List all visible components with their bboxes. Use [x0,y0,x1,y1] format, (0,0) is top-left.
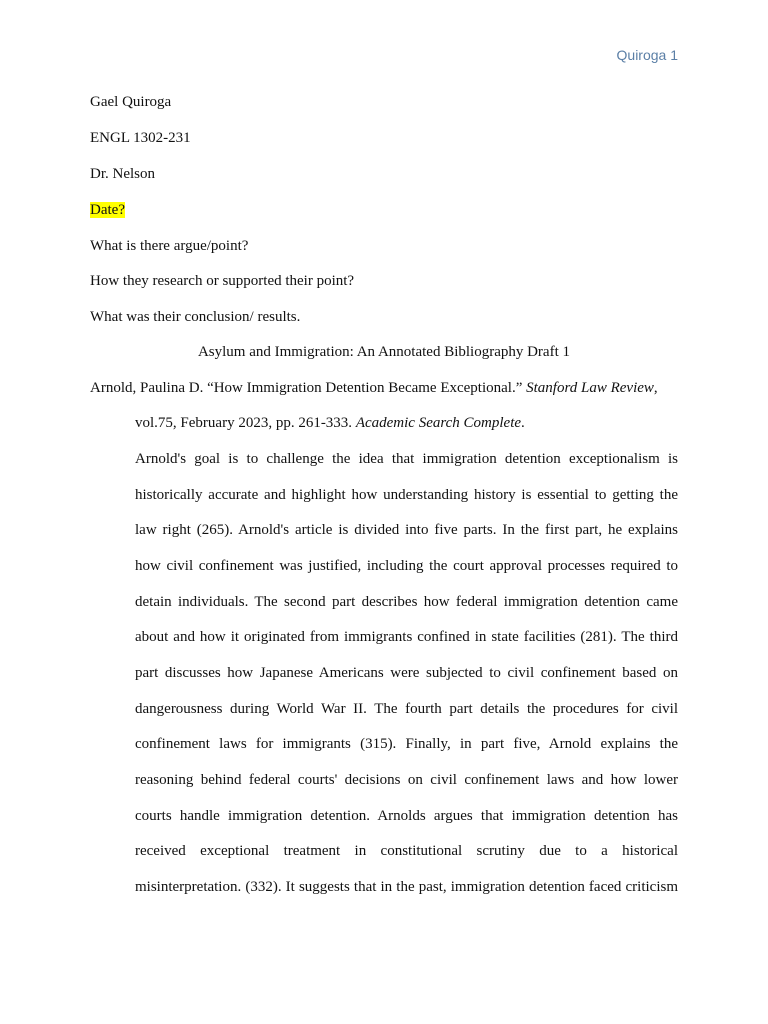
annotation-line: how civil confinement was justified, including the court approval processes required to [135,558,678,574]
annotation-line: law right (265). Arnold's article is divided into five parts. In the first part, he explains [135,522,678,538]
note-line: What is there argue/point? [90,238,249,254]
citation-database: Academic Search Complete [355,415,522,431]
author-name: Gael Quiroga [90,94,172,110]
citation-line-1 [90,378,658,398]
annotation-line: Arnold's goal is to challenge the idea that immigration detention exceptionalism is [135,451,678,467]
citation-author-title: Arnold, Paulina D. “How Immigration Detention Became Exceptional.” [90,380,527,396]
citation-punct: , [653,380,658,396]
running-head: Quiroga 1 [616,47,678,63]
citation-line-2 [135,413,525,433]
annotation-line: reasoning behind federal courts' decisions on civil confinement laws and how lower [135,772,678,788]
citation-journal: Stanford Law Review [526,380,654,396]
note-line: What was their conclusion/ results. [90,309,301,325]
date-highlight: Date? [90,202,125,218]
annotation-line: misinterpretation. (332). It suggests that in the past, immigration detention faced criticism [135,879,678,895]
instructor-name: Dr. Nelson [90,166,155,182]
annotation-line: about and how it originated from immigrants confined in state facilities (281). The third [135,629,678,645]
note-line: How they research or supported their point? [90,273,355,289]
citation-punct: . [521,415,525,431]
annotation-line: confinement laws for immigrants (315). Finally, in part five, Arnold explains the [135,736,678,752]
date-line [90,200,125,220]
annotation-line: received exceptional treatment in constitutional scrutiny due to a historical [135,843,678,859]
annotation-line: courts handle immigration detention. Arnolds argues that immigration detention has [135,808,678,824]
annotation-line: dangerousness during World War II. The fourth part details the procedures for civil [135,701,678,717]
annotation-line: detain individuals. The second part describes how federal immigration detention came [135,594,678,610]
annotation-line: historically accurate and highlight how understanding history is essential to getting the [135,487,678,503]
annotation-line: part discusses how Japanese Americans were subjected to civil confinement based on [135,665,678,681]
citation-volume-pages: vol.75, February 2023, pp. 261-333. [135,415,356,431]
course-name: ENGL 1302-231 [90,130,191,146]
document-title: Asylum and Immigration: An Annotated Bibliography Draft 1 [197,344,571,360]
